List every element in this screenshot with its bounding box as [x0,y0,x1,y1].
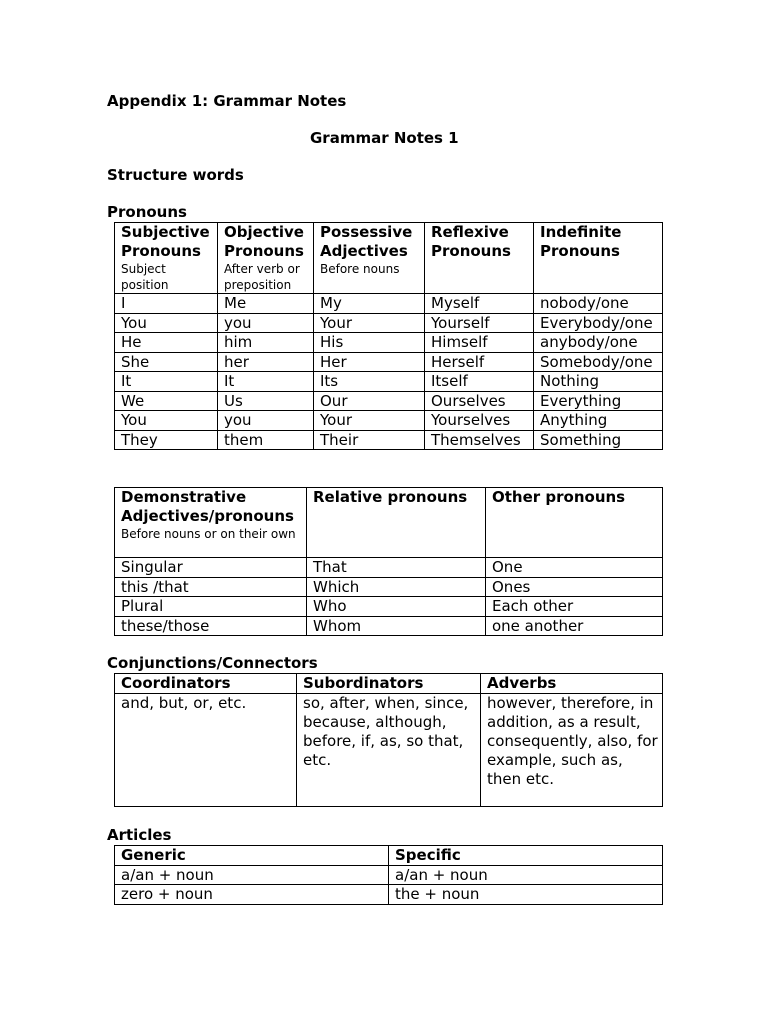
table-cell: this /that [115,577,307,597]
structure-words-heading: Structure words [107,166,244,184]
table-cell: Which [307,577,486,597]
table-cell: Himself [425,333,534,353]
table-cell: Themselves [425,430,534,450]
demonstratives-table [114,487,663,636]
table-header-row [115,488,663,558]
table-cell: Your [314,411,425,431]
table-cell: It [218,372,314,392]
table-cell: nobody/one [534,294,663,314]
header-cell: Indefinite Pronouns [534,223,663,294]
table-row [115,391,663,411]
table-cell: so, after, when, since, because, although, before, if, as, so that, etc. [297,694,481,807]
table-cell: His [314,333,425,353]
notes-title: Grammar Notes 1 [310,129,459,147]
header-cell: Possessive Adjectives Before nouns [314,223,425,294]
header-cell: Relative pronouns [307,488,486,558]
table-cell: You [115,313,218,333]
table-cell: zero + noun [115,885,389,905]
table-row [115,694,663,807]
table-row [115,352,663,372]
appendix-title: Appendix 1: Grammar Notes [107,92,347,110]
table-header-row [115,223,663,294]
table-cell: Yourselves [425,411,534,431]
table-cell: Yourself [425,313,534,333]
table-row [115,597,663,617]
pronouns-table [114,222,663,450]
table-cell: you [218,411,314,431]
table-cell: these/those [115,616,307,636]
table-cell: however, therefore, in addition, as a result, consequently, also, for example, such as, then etc. [481,694,663,807]
table-cell: Their [314,430,425,450]
header-cell: Other pronouns [486,488,663,558]
table-cell: Somebody/one [534,352,663,372]
table-cell: him [218,333,314,353]
table-cell: Everything [534,391,663,411]
table-header-row [115,674,663,694]
header-cell: Reflexive Pronouns [425,223,534,294]
table-cell: Something [534,430,663,450]
table-cell: Her [314,352,425,372]
table-cell: She [115,352,218,372]
table-cell: I [115,294,218,314]
pronouns-heading: Pronouns [107,203,187,221]
table-row [115,865,663,885]
table-cell: Us [218,391,314,411]
header-cell: Demonstrative Adjectives/pronouns Before nouns or on their own [115,488,307,558]
table-cell: and, but, or, etc. [115,694,297,807]
table-cell: Me [218,294,314,314]
table-cell: He [115,333,218,353]
table-cell: Plural [115,597,307,617]
header-cell: Subjective Pronouns Subject position [115,223,218,294]
table-cell: You [115,411,218,431]
table-cell: them [218,430,314,450]
table-cell: Ourselves [425,391,534,411]
table-row [115,558,663,578]
table-cell: Herself [425,352,534,372]
articles-table [114,845,663,905]
table-cell: Nothing [534,372,663,392]
table-cell: Everybody/one [534,313,663,333]
table-row [115,616,663,636]
table-row [115,577,663,597]
header-cell: Objective Pronouns After verb or preposition [218,223,314,294]
header-cell: Generic [115,846,389,866]
conjunctions-heading: Conjunctions/Connectors [107,654,318,672]
table-cell: We [115,391,218,411]
table-cell: Ones [486,577,663,597]
table-cell: one another [486,616,663,636]
header-cell: Subordinators [297,674,481,694]
table-cell: Whom [307,616,486,636]
table-cell: the + noun [389,885,663,905]
table-cell: you [218,313,314,333]
conjunctions-table [114,673,663,807]
table-cell: Myself [425,294,534,314]
table-cell: anybody/one [534,333,663,353]
table-cell: It [115,372,218,392]
table-cell: a/an + noun [115,865,389,885]
table-cell: Who [307,597,486,617]
header-cell: Coordinators [115,674,297,694]
table-cell: Each other [486,597,663,617]
table-cell: That [307,558,486,578]
table-cell: They [115,430,218,450]
header-cell: Specific [389,846,663,866]
table-cell: Its [314,372,425,392]
table-row [115,411,663,431]
table-cell: her [218,352,314,372]
table-cell: a/an + noun [389,865,663,885]
table-cell: My [314,294,425,314]
table-row [115,372,663,392]
table-row [115,294,663,314]
table-cell: Anything [534,411,663,431]
table-cell: Our [314,391,425,411]
table-cell: Itself [425,372,534,392]
table-row [115,430,663,450]
table-cell: One [486,558,663,578]
table-cell: Your [314,313,425,333]
table-header-row [115,846,663,866]
table-row [115,313,663,333]
table-cell: Singular [115,558,307,578]
articles-heading: Articles [107,826,172,844]
table-row [115,333,663,353]
table-row [115,885,663,905]
header-cell: Adverbs [481,674,663,694]
